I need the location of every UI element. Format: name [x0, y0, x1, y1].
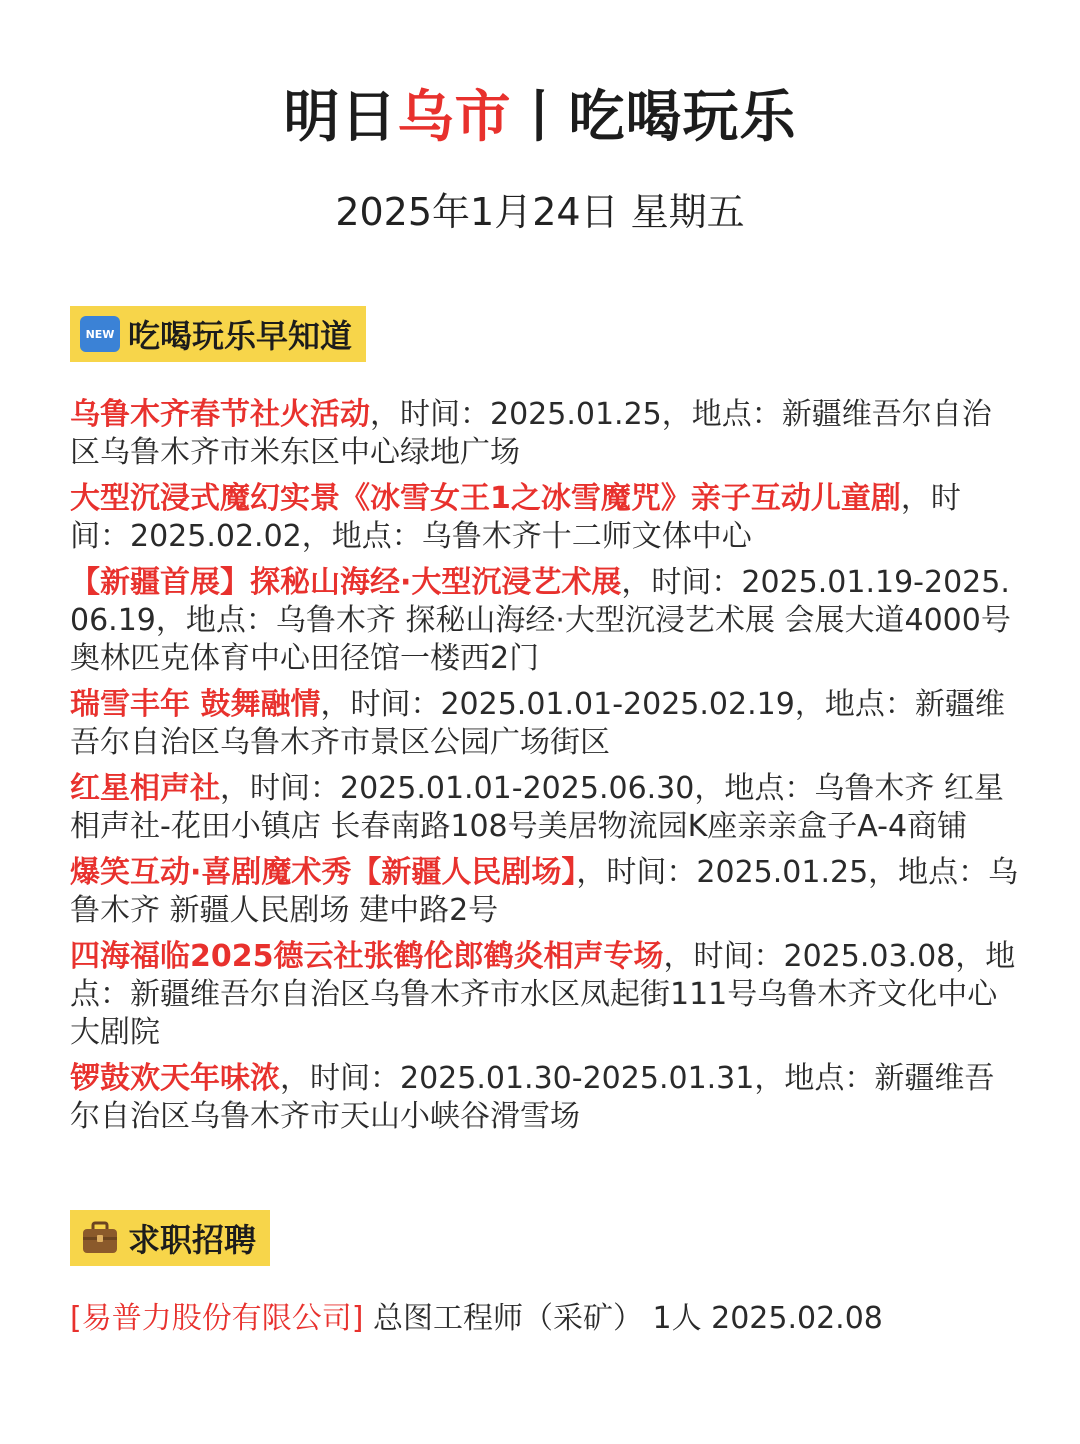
event-name: 四海福临2025德云社张鹤伦郎鹤炎相声专场	[70, 939, 664, 974]
title-highlight: 乌市	[397, 85, 512, 150]
event-detail: ，时间：2025.01.25，地点：乌鲁木齐 新疆人民剧场 建中路2号	[70, 855, 1019, 928]
event-name: 红星相声社	[70, 771, 220, 806]
jobs-section-header	[70, 1210, 270, 1266]
page-date: 2025年1月24日 星期五	[335, 190, 745, 234]
events-section-header	[70, 306, 366, 362]
event-name: 【新疆首展】探秘山海经·大型沉浸艺术展	[70, 565, 622, 600]
event-item	[70, 564, 1020, 678]
job-detail: 总图工程师（采矿） 1人 2025.02.08	[363, 1301, 883, 1336]
job-company: [易普力股份有限公司]	[70, 1301, 364, 1336]
title-part2: 丨吃喝玩乐	[511, 85, 797, 150]
event-name: 大型沉浸式魔幻实景《冰雪女王1之冰雪魔咒》亲子互动儿童剧	[70, 481, 901, 516]
event-detail: ，时间：2025.03.08，地点：新疆维吾尔自治区乌鲁木齐市水区凤起街111号乌鲁木齐文化中心大剧院	[70, 939, 1016, 1050]
event-name: 爆笑互动·喜剧魔术秀【新疆人民剧场】	[70, 855, 577, 890]
jobs-section-label: 求职招聘	[128, 1221, 257, 1259]
events-list	[70, 396, 1020, 1144]
title-part1: 明日	[283, 85, 398, 150]
event-name: 乌鲁木齐春节社火活动	[70, 397, 370, 432]
event-name: 锣鼓欢天年味浓	[70, 1061, 280, 1096]
event-detail: ，时间：2025.01.01-2025.02.19，地点：新疆维吾尔自治区乌鲁木齐市景区公园广场街区	[70, 687, 1005, 760]
event-item	[70, 396, 1020, 472]
job-item	[70, 1298, 1020, 1340]
jobs-list	[70, 1298, 1020, 1340]
event-item	[70, 1060, 1020, 1136]
event-name: 瑞雪丰年 鼓舞融情	[70, 687, 321, 722]
event-detail: ，时间：2025.01.19-2025.06.19，地点：乌鲁木齐 探秘山海经·大型沉浸艺术展 会展大道4000号奥林匹克体育中心田径馆一楼西2门	[70, 565, 1011, 676]
event-item	[70, 938, 1020, 1052]
page-title	[0, 78, 1080, 158]
new-badge-icon: NEW	[80, 316, 120, 352]
event-item	[70, 854, 1020, 930]
event-detail: ，时间：2025.01.25，地点：新疆维吾尔自治区乌鲁木齐市米东区中心绿地广场	[70, 397, 992, 470]
event-detail: ，时间：2025.01.30-2025.01.31，地点：新疆维吾尔自治区乌鲁木齐市天山小峡谷滑雪场	[70, 1061, 995, 1134]
event-detail: ，时间：2025.02.02，地点：乌鲁木齐十二师文体中心	[70, 481, 961, 554]
event-item	[70, 480, 1020, 556]
event-item	[70, 770, 1020, 846]
events-section-label: 吃喝玩乐早知道	[128, 317, 353, 355]
briefcase-icon	[80, 1220, 120, 1256]
event-item	[70, 686, 1020, 762]
event-detail: ，时间：2025.01.01-2025.06.30，地点：乌鲁木齐 红星相声社-花田小镇店 长春南路108号美居物流园K座亲亲盒子A-4商铺	[70, 771, 1004, 844]
